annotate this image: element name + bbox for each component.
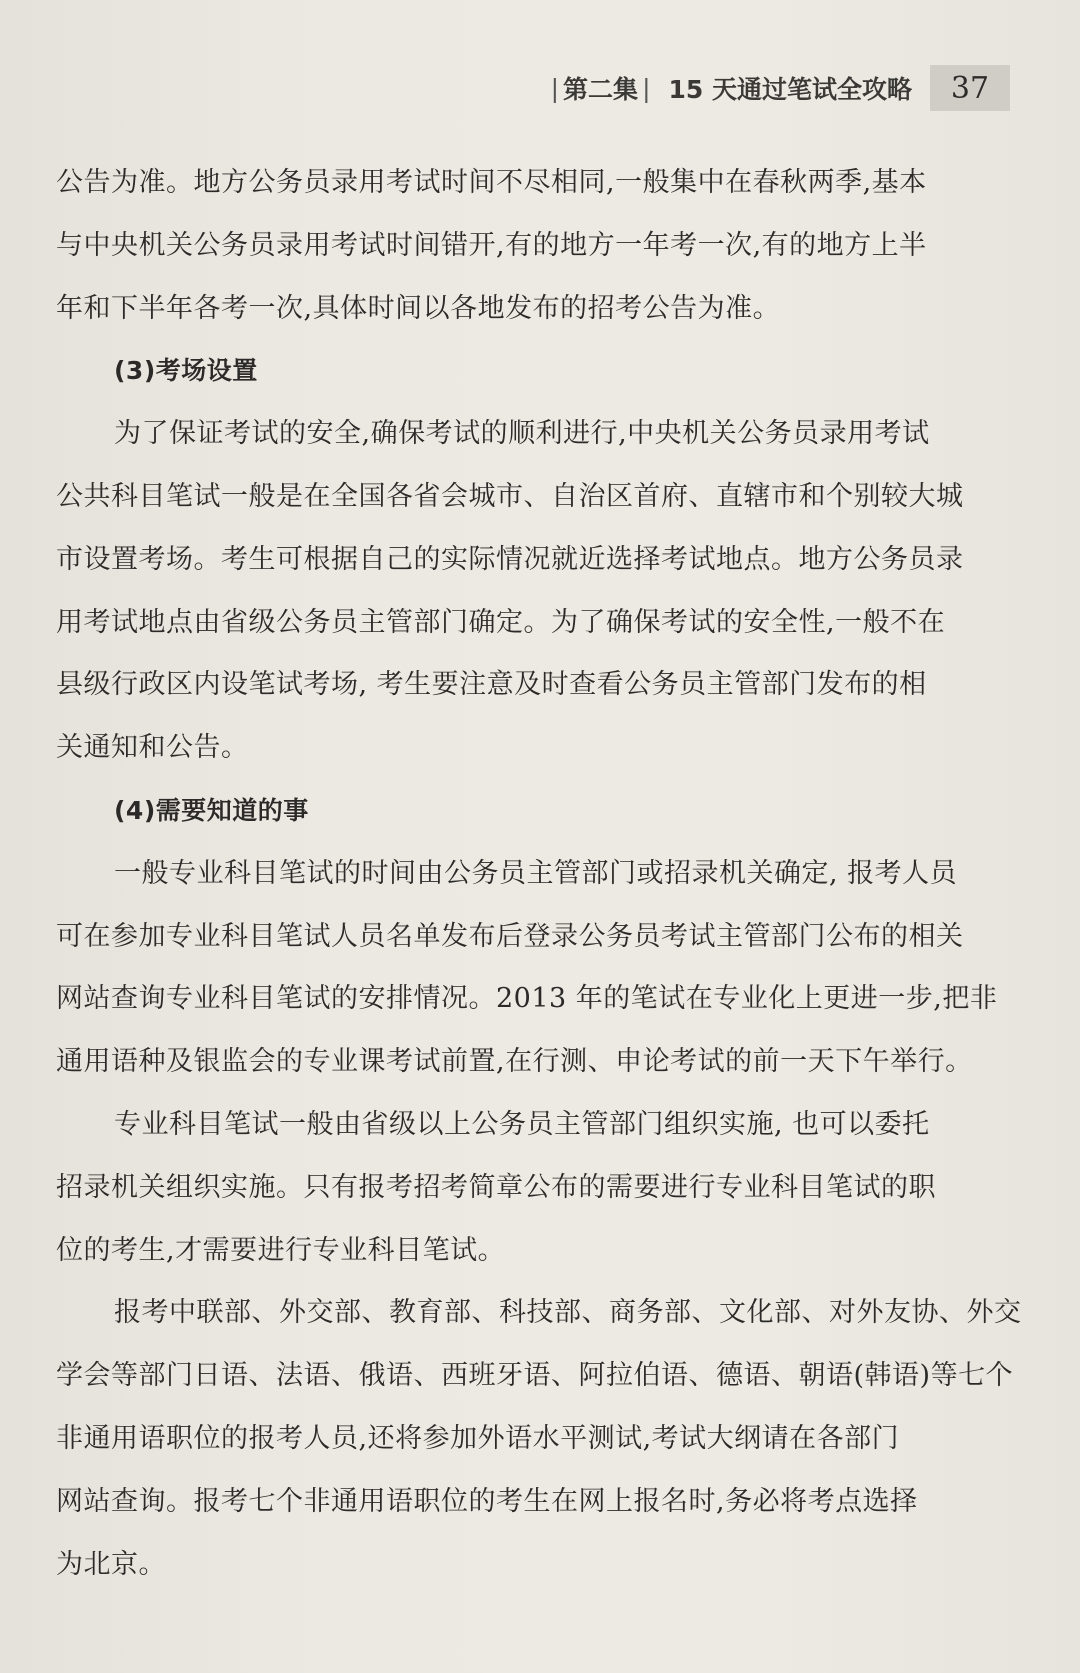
section-heading-things-to-know: (4)需要知道的事 bbox=[114, 795, 309, 825]
text-line: 学会等部门日语、法语、俄语、西班牙语、阿拉伯语、德语、朝语(韩语)等七个 bbox=[56, 1360, 1014, 1392]
text-line: 一般专业科目笔试的时间由公务员主管部门或招录机关确定, 报考人员 bbox=[114, 857, 958, 889]
header-title: 15 天通过笔试全攻略 bbox=[668, 75, 912, 104]
header-left-bar: | bbox=[550, 73, 560, 103]
text-line: 招录机关组织实施。只有报考招考简章公布的需要进行专业科目笔试的职 bbox=[56, 1171, 936, 1203]
text-line: 为了保证考试的安全,确保考试的顺利进行,中央机关公务员录用考试 bbox=[114, 418, 930, 450]
section-heading-exam-venue: (3)考场设置 bbox=[114, 356, 258, 386]
text-line: 市设置考场。考生可根据自己的实际情况就近选择考试地点。地方公务员录 bbox=[56, 543, 964, 575]
text-line: 为北京。 bbox=[56, 1548, 166, 1580]
text-line: 关通知和公告。 bbox=[56, 732, 249, 764]
text-line: 非通用语职位的报考人员,还将参加外语水平测试,考试大纲请在各部门 bbox=[56, 1422, 900, 1454]
header-mid-bar: | bbox=[642, 73, 651, 103]
text-line: 通用语种及银监会的专业课考试前置,在行测、申论考试的前一天下午举行。 bbox=[56, 1046, 973, 1078]
running-header bbox=[0, 62, 1010, 114]
text-line: 专业科目笔试一般由省级以上公务员主管部门组织实施, 也可以委托 bbox=[114, 1108, 930, 1140]
text-line: 网站查询。报考七个非通用语职位的考生在网上报名时,务必将考点选择 bbox=[56, 1485, 918, 1517]
text-line: 网站查询专业科目笔试的安排情况。2013 年的笔试在专业化上更进一步,把非 bbox=[56, 983, 998, 1015]
header-collection: 第二集 bbox=[563, 75, 639, 104]
text-line: 公告为准。地方公务员录用考试时间不尽相同,一般集中在春秋两季,基本 bbox=[56, 167, 927, 198]
text-line: 报考中联部、外交部、教育部、科技部、商务部、文化部、对外友协、外交 bbox=[114, 1297, 1022, 1329]
text-line: 用考试地点由省级公务员主管部门确定。为了确保考试的安全性,一般不在 bbox=[56, 606, 946, 638]
text-line: 与中央机关公务员录用考试时间错开,有的地方一年考一次,有的地方上半 bbox=[56, 229, 927, 261]
text-line: 年和下半年各考一次,具体时间以各地发布的招考公告为准。 bbox=[56, 292, 781, 324]
text-line: 县级行政区内设笔试考场, 考生要注意及时查看公务员主管部门发布的相 bbox=[56, 669, 927, 701]
text-line: 公共科目笔试一般是在全国各省会城市、自治区首府、直辖市和个别较大城 bbox=[56, 480, 964, 512]
text-line: 位的考生,才需要进行专业科目笔试。 bbox=[56, 1234, 506, 1266]
text-line: 可在参加专业科目笔试人员名单发布后登录公务员考试主管部门公布的相关 bbox=[56, 920, 964, 952]
body-text bbox=[56, 152, 1022, 1596]
page-number: 37 bbox=[930, 65, 1010, 111]
